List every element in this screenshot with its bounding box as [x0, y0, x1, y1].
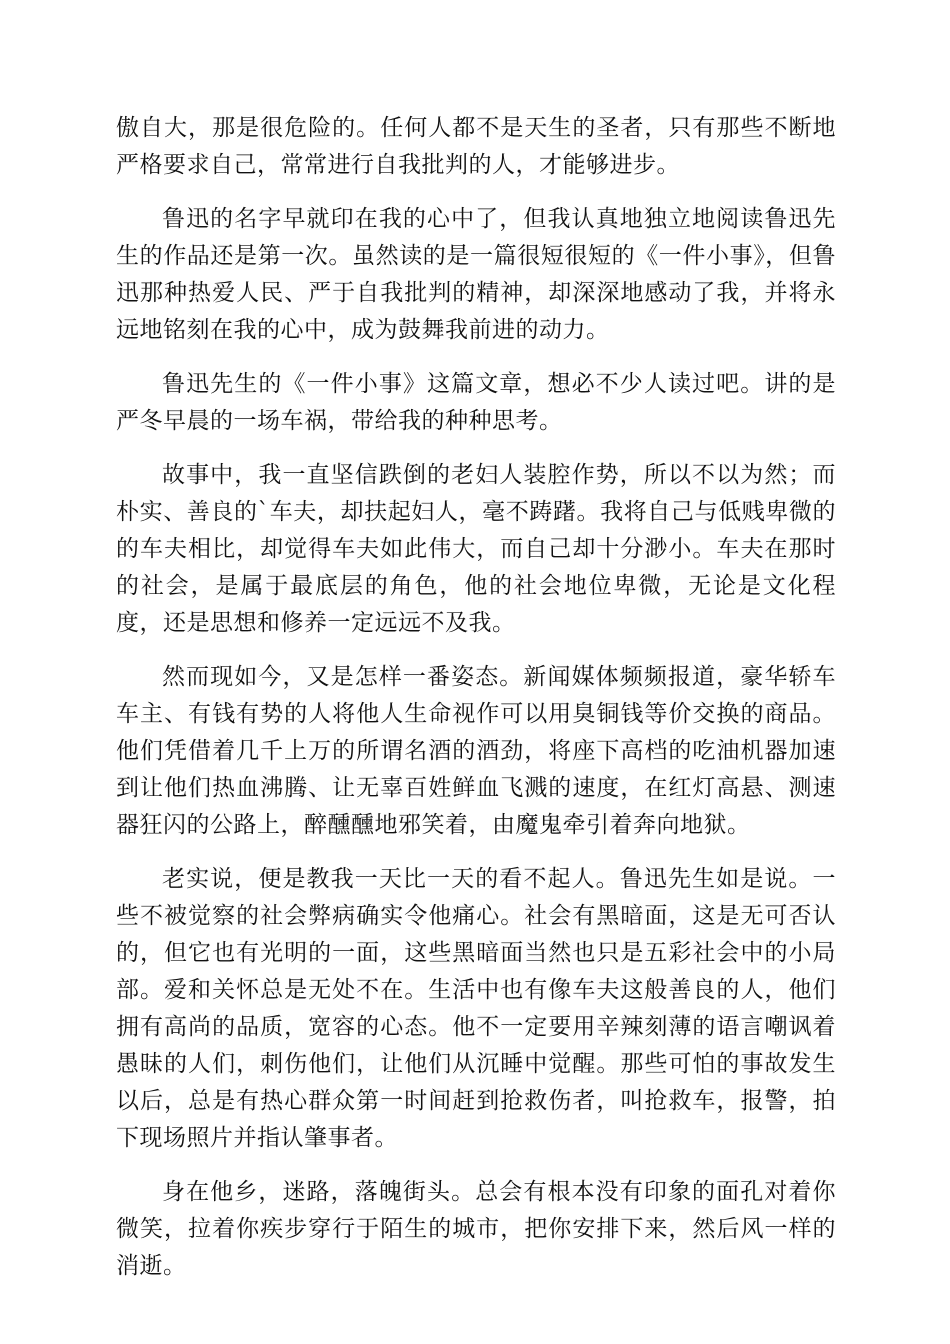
paragraph-5: 然而现如今，又是怎样一番姿态。新闻媒体频频报道，豪华轿车车主、有钱有势的人将他人生命视作可以用臭铜钱等价交换的商品。他们凭借着几千上万的所谓名酒的酒劲，将座下高档的吃油机器加速到让他们热血沸腾、让无辜百姓鲜血飞溅的速度，在红灯高悬、测速器狂闪的公路上，醉醺醺地邪笑着，由魔鬼牵引着奔向地狱。	[116, 664, 836, 838]
paragraph-7: 身在他乡，迷路，落魄街头。总会有根本没有印象的面孔对着你微笑，拉着你疾步穿行于陌生的城市，把你安排下来，然后风一样的消逝。	[116, 1179, 836, 1279]
paragraph-3: 鲁迅先生的《一件小事》这篇文章，想必不少人读过吧。讲的是严冬早晨的一场车祸，带给我的种种思考。	[116, 371, 836, 434]
document-body	[116, 110, 836, 1302]
paragraph-6: 老实说，便是教我一天比一天的看不起人。鲁迅先生如是说。一些不被觉察的社会弊病确实令他痛心。社会有黑暗面，这是无可否认的，但它也有光明的一面，这些黑暗面当然也只是五彩社会中的小局部。爱和关怀总是无处不在。生活中也有像车夫这般善良的人，他们拥有高尚的品质，宽容的心态。他不一定要用辛辣刻薄的语言嘲讽着愚昧的人们，刺伤他们，让他们从沉睡中觉醒。那些可怕的事故发生以后，总是有热心群众第一时间赶到抢救伤者，叫抢救车，报警，拍下现场照片并指认肇事者。	[116, 866, 836, 1151]
paragraph-2: 鲁迅的名字早就印在我的心中了，但我认真地独立地阅读鲁迅先生的作品还是第一次。虽然读的是一篇很短很短的《一件小事》，但鲁迅那种热爱人民、严于自我批判的精神，却深深地感动了我，并将永远地铭刻在我的心中，成为鼓舞我前进的动力。	[116, 206, 836, 343]
paragraph-1: 傲自大，那是很危险的。任何人都不是天生的圣者，只有那些不断地严格要求自己，常常进行自我批判的人，才能够进步。	[116, 115, 836, 178]
paragraph-4: 故事中，我一直坚信跌倒的老妇人装腔作势，所以不以为然；而朴实、善良的`车夫，却扶起妇人，毫不踌躇。我将自己与低贱卑微的的车夫相比，却觉得车夫如此伟大，而自己却十分渺小。车夫在那时的社会，是属于最底层的角色，他的社会地位卑微，无论是文化程度，还是思想和修养一定远远不及我。	[116, 462, 836, 636]
